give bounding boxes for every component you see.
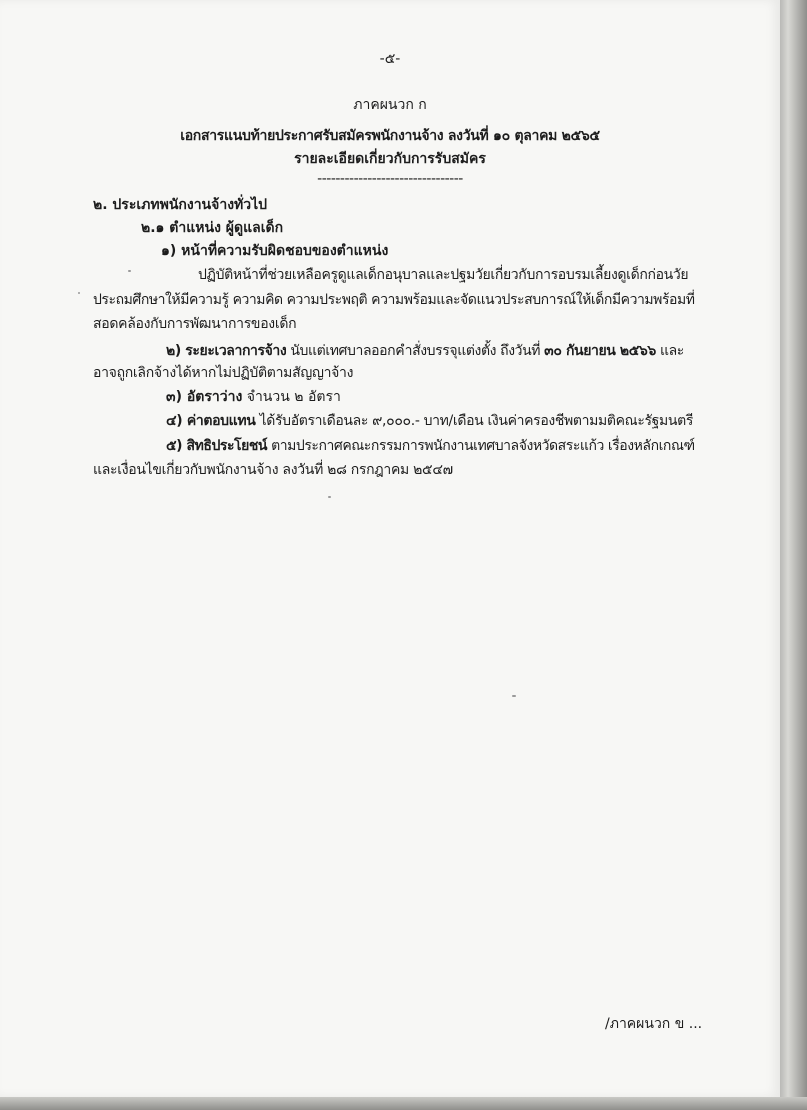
item1-line-1: ปฏิบัติหน้าที่ช่วยเหลือครูดูแลเด็กอนุบาลและปฐมวัยเกี่ยวกับการอบรมเลี้ยงดูเด็กก่อนวัย	[198, 267, 689, 283]
appendix-title: ภาคผนวก ก	[353, 97, 427, 113]
item4-label: ๔) ค่าตอบแทน	[166, 413, 256, 429]
item1-heading: ๑) หน้าที่ความรับผิดชอบของตำแหน่ง	[161, 243, 389, 259]
footer-continuation: /ภาคผนวก ข ...	[605, 1016, 703, 1032]
scan-speck	[328, 496, 331, 498]
scan-edge-right	[780, 0, 807, 1110]
item2-label: ๒) ระยะเวลาการจ้าง	[166, 343, 287, 359]
item1-line-2: ประถมศึกษาให้มีความรู้ ความคิด ความประพฤติ ความพร้อมและจัดแนวประสบการณ์ให้เด็กมีความพร้อมที่	[93, 292, 695, 308]
scan-speck	[512, 695, 516, 697]
page-number: -๕-	[379, 51, 401, 67]
item3-label: ๓) อัตราว่าง	[166, 389, 243, 405]
header-divider: --------------------------------	[317, 171, 463, 187]
item5-label: ๕) สิทธิประโยชน์	[166, 438, 268, 454]
item5-line-1	[166, 437, 695, 455]
scan-speck	[78, 292, 80, 294]
item2-text-a: นับแต่เทศบาลออกคำสั่งบรรจุแต่งตั้ง ถึงวันที่	[286, 343, 545, 359]
item2-line-1	[166, 342, 684, 360]
scan-speck	[128, 270, 131, 272]
item4-line	[166, 412, 693, 430]
item2-end-date: ๓๐ กันยายน ๒๕๖๖	[544, 343, 656, 359]
scan-edge-bottom	[0, 1097, 807, 1110]
item5-line-2: และเงื่อนไขเกี่ยวกับพนักงานจ้าง ลงวันที่ ๒๘ กรกฎาคม ๒๕๔๗	[93, 462, 453, 478]
item3-line	[166, 388, 341, 406]
section-heading: ๒. ประเภทพนักงานจ้างทั่วไป	[93, 197, 268, 213]
position-heading: ๒.๑ ตำแหน่ง ผู้ดูแลเด็ก	[141, 220, 284, 236]
item2-text-b: และ	[655, 343, 684, 359]
item4-text: ได้รับอัตราเดือนละ ๙,๐๐๐.- บาท/เดือน เงินค่าครองชีพตามมติคณะรัฐมนตรี	[255, 413, 694, 429]
item2-line-2: อาจถูกเลิกจ้างได้หากไม่ปฏิบัติตามสัญญาจ้าง	[93, 365, 354, 381]
header-line-1: เอกสารแนบท้ายประกาศรับสมัครพนักงานจ้าง ลงวันที่ ๑๐ ตุลาคม ๒๕๖๕	[180, 128, 600, 144]
header-line-2: รายละเอียดเกี่ยวกับการรับสมัคร	[294, 151, 486, 167]
item5-text: ตามประกาศคณะกรรมการพนักงานเทศบาลจังหวัดสระแก้ว เรื่องหลักเกณฑ์	[267, 438, 695, 454]
item1-line-3: สอดคล้องกับการพัฒนาการของเด็ก	[93, 316, 297, 332]
item3-text: จำนวน ๒ อัตรา	[242, 389, 341, 405]
